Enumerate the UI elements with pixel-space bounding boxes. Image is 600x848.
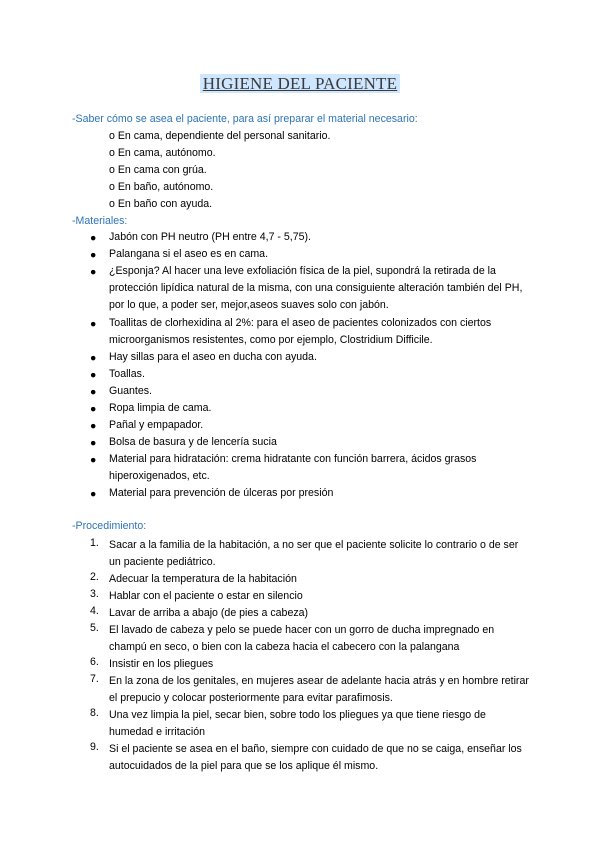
section-heading-procedimiento: -Procedimiento: bbox=[72, 520, 147, 532]
material-item: Palangana si el aseo es en cama. bbox=[109, 248, 269, 260]
step-text: Una vez limpia la piel, secar bien, sobre todo los pliegues ya que tiene riesgo de humedad e irritación bbox=[109, 709, 486, 738]
material-item: Jabón con PH neutro (PH entre 4,7 - 5,75). bbox=[109, 231, 311, 243]
section-heading-preparacion: -Saber cómo se asea el paciente, para así preparar el material necesario: bbox=[72, 113, 418, 125]
material-item: Pañal y empapador. bbox=[109, 419, 204, 431]
bullet-icon: ● bbox=[90, 420, 97, 432]
bullet-icon: ● bbox=[90, 386, 97, 398]
material-item: Ropa limpia de cama. bbox=[109, 402, 212, 414]
step-number: 3. bbox=[90, 588, 99, 600]
bullet-icon: ● bbox=[90, 318, 97, 330]
bullet-icon: ● bbox=[90, 352, 97, 364]
bullet-icon: ● bbox=[90, 369, 97, 381]
material-item: Toallas. bbox=[109, 368, 145, 380]
step-text: Hablar con el paciente o estar en silencio bbox=[109, 590, 303, 602]
option-item: o En cama con grúa. bbox=[109, 164, 207, 176]
section-heading-materiales: -Materiales: bbox=[72, 215, 128, 227]
title-block bbox=[0, 74, 600, 94]
step-text: Si el paciente se asea en el baño, siempre con cuidado de que no se caiga, enseñar los autocuidados de la piel para que se los aplique él mismo. bbox=[109, 743, 522, 772]
step-number: 7. bbox=[90, 673, 99, 685]
step-text: Insistir en los pliegues bbox=[109, 658, 214, 670]
bullet-icon: ● bbox=[90, 403, 97, 415]
material-item: ¿Esponja? Al hacer una leve exfoliación física de la piel, supondrá la retirada de la protección lipídica natural de la misma, con una consiguiente alteración también del PH, por lo que, a poder ser, mejor,aseos suaves solo con jabón. bbox=[109, 265, 523, 311]
bullet-icon: ● bbox=[90, 249, 97, 261]
page-title: HIGIENE DEL PACIENTE bbox=[200, 74, 400, 93]
material-item: Bolsa de basura y de lencería sucia bbox=[109, 436, 277, 448]
material-item: Toallitas de clorhexidina al 2%: para el aseo de pacientes colonizados con ciertos microorganismos resistentes, como por ejemplo, Clostridium Difficile. bbox=[109, 317, 492, 346]
bullet-icon: ● bbox=[90, 454, 97, 466]
bullet-icon: ● bbox=[90, 437, 97, 449]
step-text: En la zona de los genitales, en mujeres asear de adelante hacia atrás y en hombre retirar el prepucio y colocar posteriormente para evitar parafimosis. bbox=[109, 675, 529, 704]
step-text: Sacar a la familia de la habitación, a no ser que el paciente solicite lo contrario o de ser un paciente pediátrico. bbox=[109, 539, 519, 568]
material-item: Material para hidratación: crema hidratante con función barrera, ácidos grasos hiperoxigenados, etc. bbox=[109, 453, 477, 482]
bullet-icon: ● bbox=[90, 232, 97, 244]
option-item: o En cama, autónomo. bbox=[109, 147, 216, 159]
option-item: o En baño, autónomo. bbox=[109, 181, 214, 193]
step-text: El lavado de cabeza y pelo se puede hacer con un gorro de ducha impregnado en champú en seco, o bien con la cabeza hacia el cabecero con la palangana bbox=[109, 624, 495, 653]
material-item: Material para prevención de úlceras por presión bbox=[109, 487, 334, 499]
step-number: 6. bbox=[90, 656, 99, 668]
step-number: 8. bbox=[90, 707, 99, 719]
option-item: o En baño con ayuda. bbox=[109, 198, 213, 210]
step-text: Lavar de arriba a abajo (de pies a cabeza) bbox=[109, 607, 309, 619]
step-number: 5. bbox=[90, 622, 99, 634]
material-item: Hay sillas para el aseo en ducha con ayuda. bbox=[109, 351, 317, 363]
step-number: 1. bbox=[90, 537, 99, 549]
step-text: Adecuar la temperatura de la habitación bbox=[109, 573, 297, 585]
option-item: o En cama, dependiente del personal sanitario. bbox=[109, 130, 331, 142]
material-item: Guantes. bbox=[109, 385, 152, 397]
step-number: 4. bbox=[90, 605, 99, 617]
step-number: 9. bbox=[90, 741, 99, 753]
bullet-icon: ● bbox=[90, 488, 97, 500]
bullet-icon: ● bbox=[90, 266, 97, 278]
step-number: 2. bbox=[90, 571, 99, 583]
